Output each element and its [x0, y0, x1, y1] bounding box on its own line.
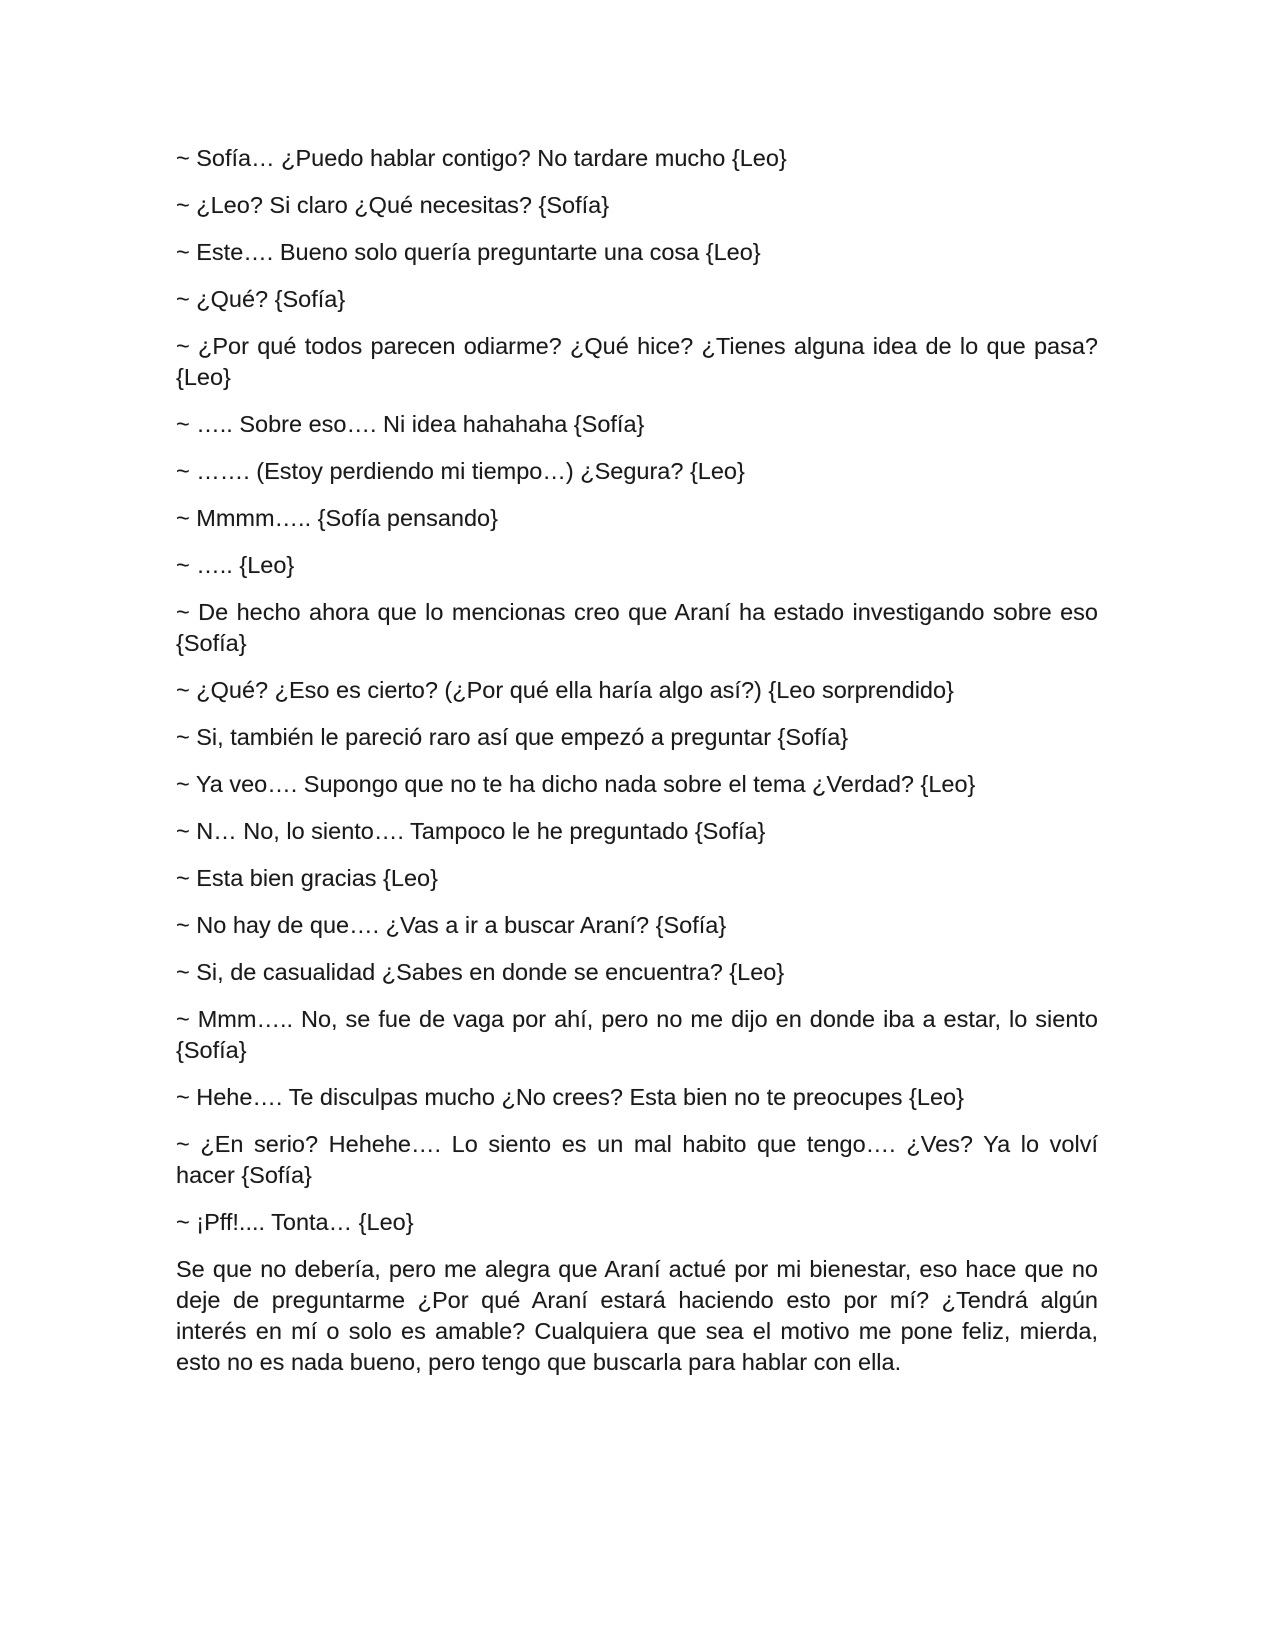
dialogue-line: ~ ¿Qué? ¿Eso es cierto? (¿Por qué ella haría algo así?) {Leo sorprendido}	[176, 677, 954, 703]
dialogue-line: ~ Esta bien gracias {Leo}	[176, 865, 438, 891]
dialogue-line: ~ Mmmm….. {Sofía pensando}	[176, 505, 498, 531]
document-page	[176, 143, 1098, 1394]
dialogue-line: ~ ¿En serio? Hehehe…. Lo siento es un mal habito que tengo…. ¿Ves? Ya lo volví hacer {Sofía}	[176, 1131, 1098, 1188]
dialogue-line: ~ Hehe…. Te disculpas mucho ¿No crees? Esta bien no te preocupes {Leo}	[176, 1084, 964, 1110]
dialogue-line: ~ Mmm….. No, se fue de vaga por ahí, pero no me dijo en donde iba a estar, lo siento {Sofía}	[176, 1006, 1098, 1063]
dialogue-line: ~ N… No, lo siento…. Tampoco le he preguntado {Sofía}	[176, 818, 766, 844]
dialogue-line: ~ ¡Pff!.... Tonta… {Leo}	[176, 1209, 414, 1235]
dialogue-line: ~ Si, de casualidad ¿Sabes en donde se encuentra? {Leo}	[176, 959, 785, 985]
dialogue-line: ~ ….. {Leo}	[176, 552, 295, 578]
dialogue-line: ~ ¿Por qué todos parecen odiarme? ¿Qué hice? ¿Tienes alguna idea de lo que pasa? {Leo}	[176, 333, 1098, 390]
dialogue-line: ~ ¿Qué? {Sofía}	[176, 286, 346, 312]
dialogue-line: ~ Ya veo…. Supongo que no te ha dicho nada sobre el tema ¿Verdad? {Leo}	[176, 771, 976, 797]
dialogue-line: ~ ……. (Estoy perdiendo mi tiempo…) ¿Segura? {Leo}	[176, 458, 745, 484]
dialogue-line: ~ ….. Sobre eso…. Ni idea hahahaha {Sofía}	[176, 411, 645, 437]
dialogue-line: ~ De hecho ahora que lo mencionas creo que Araní ha estado investigando sobre eso {Sofía}	[176, 599, 1098, 656]
dialogue-line: ~ No hay de que…. ¿Vas a ir a buscar Araní? {Sofía}	[176, 912, 727, 938]
dialogue-line: ~ Sofía… ¿Puedo hablar contigo? No tardare mucho {Leo}	[176, 145, 787, 171]
dialogue-line: ~ Si, también le pareció raro así que empezó a preguntar {Sofía}	[176, 724, 849, 750]
dialogue-line: ~ ¿Leo? Si claro ¿Qué necesitas? {Sofía}	[176, 192, 610, 218]
narration-paragraph: Se que no debería, pero me alegra que Araní actué por mi bienestar, eso hace que no deje de preguntarme ¿Por qué Araní estará haciendo esto por mí? ¿Tendrá algún interés en mí o solo es amable? Cualquiera que sea el motivo me pone feliz, mierda, esto no es nada bueno, pero tengo que buscarla para hablar con ella.	[176, 1256, 1098, 1375]
dialogue-line: ~ Este…. Bueno solo quería preguntarte una cosa {Leo}	[176, 239, 761, 265]
